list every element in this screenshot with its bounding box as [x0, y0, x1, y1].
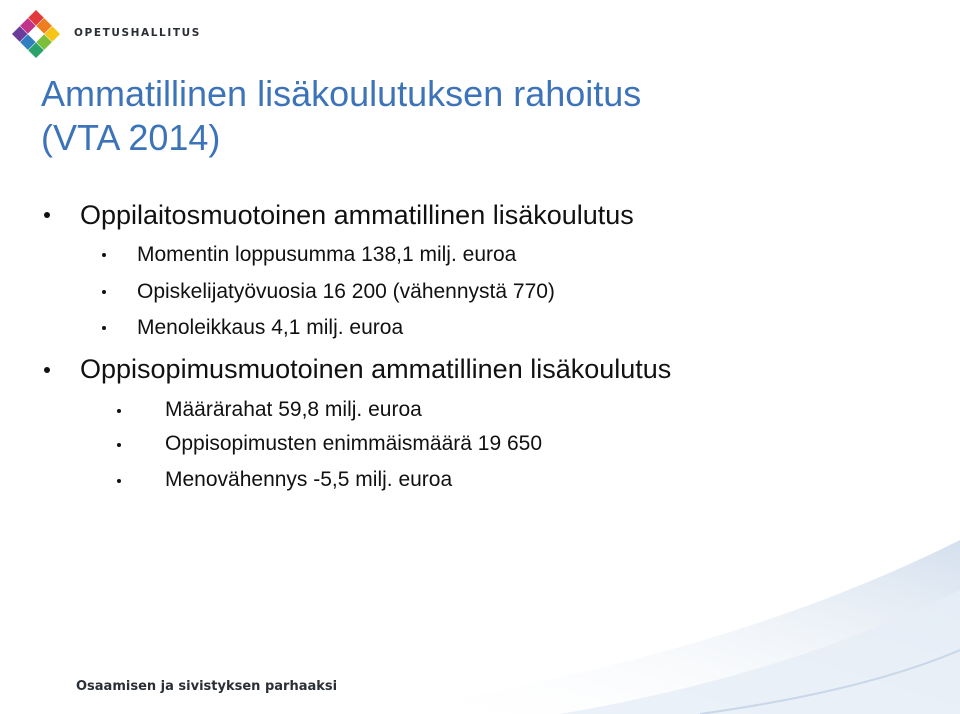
list-item: Momentin loppusumma 138,1 milj. euroa — [137, 243, 517, 266]
list-item: Menovähennys -5,5 milj. euroa — [165, 468, 453, 491]
bullet-dot — [44, 212, 50, 218]
slide-title — [41, 72, 901, 160]
list-item: Oppisopimusten enimmäismäärä 19 650 — [165, 432, 543, 455]
bullet-dot — [117, 479, 121, 483]
opetushallitus-logo-icon — [10, 8, 62, 60]
footer-slogan: Osaamisen ja sivistyksen parhaaksi — [76, 679, 338, 694]
list-item: Menoleikkaus 4,1 milj. euroa — [137, 316, 404, 339]
list-item: Määrärahat 59,8 milj. euroa — [165, 398, 422, 421]
title-line-1: Ammatillinen lisäkoulutuksen rahoitus — [41, 73, 642, 114]
bullet-dot — [102, 326, 106, 330]
section-heading: Oppisopimusmuotoinen ammatillinen lisäkoulutus — [80, 354, 672, 384]
title-line-2: (VTA 2014) — [41, 117, 221, 158]
bullet-dot — [102, 290, 106, 294]
list-item: Opiskelijatyövuosia 16 200 (vähennystä 770) — [137, 280, 555, 303]
bullet-dot — [102, 253, 106, 257]
section-heading: Oppilaitosmuotoinen ammatillinen lisäkoulutus — [80, 200, 634, 230]
bullet-dot — [117, 443, 121, 447]
bullet-dot — [44, 367, 50, 373]
brand-name: OPETUSHALLITUS — [74, 27, 201, 39]
bullet-dot — [117, 409, 121, 413]
